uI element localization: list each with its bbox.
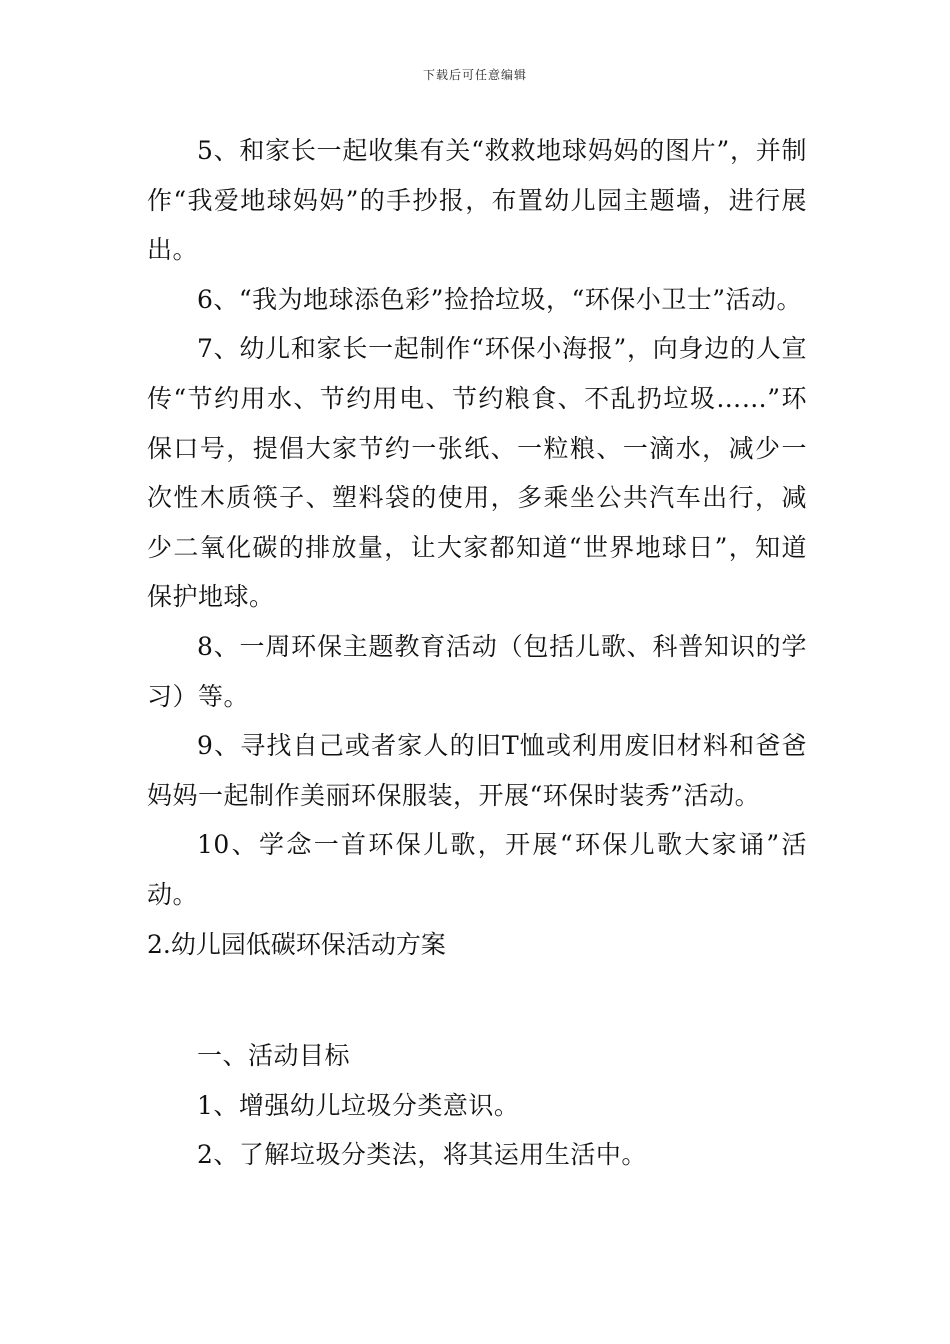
paragraph-6: 6、“我为地球添色彩”捡拾垃圾，“环保小卫士”活动。 [197, 284, 803, 314]
document-body [147, 126, 807, 1180]
paragraph-8: 8、一周环保主题教育活动（包括儿歌、科普知识的学习）等。 [147, 631, 807, 711]
paragraph-7: 7、幼儿和家长一起制作“环保小海报”，向身边的人宣传“节约用水、节约用电、节约粮食、不乱扔垃圾……”环保口号，提倡大家节约一张纸、一粒粮、一滴水，减少一次性木质筷子、塑料袋的使用，多乘坐公共汽车出行，减少二氧化碳的排放量，让大家都知道“世界地球日”，知道保护地球。 [147, 334, 807, 612]
paragraph-10: 10、学念一首环保儿歌，开展“环保儿歌大家诵”活动。 [147, 830, 807, 909]
section-spacer [147, 969, 807, 1031]
goal-item-2: 2、了解垃圾分类法，将其运用生活中。 [197, 1140, 647, 1170]
paragraph-9: 9、寻找自己或者家人的旧T恤或利用废旧材料和爸爸妈妈一起制作美丽环保服装，开展“环保时装秀”活动。 [147, 731, 807, 810]
section-subheading: 一、活动目标 [197, 1041, 351, 1071]
paragraph-5: 5、和家长一起收集有关“救救地球妈妈的图片”，并制作“我爱地球妈妈”的手抄报，布置幼儿园主题墙，进行展出。 [147, 136, 807, 265]
section-title: 2.幼儿园低碳环保活动方案 [147, 929, 446, 959]
goal-item-1: 1、增强幼儿垃圾分类意识。 [197, 1090, 520, 1120]
header-note: 下载后可任意编辑 [422, 68, 527, 82]
